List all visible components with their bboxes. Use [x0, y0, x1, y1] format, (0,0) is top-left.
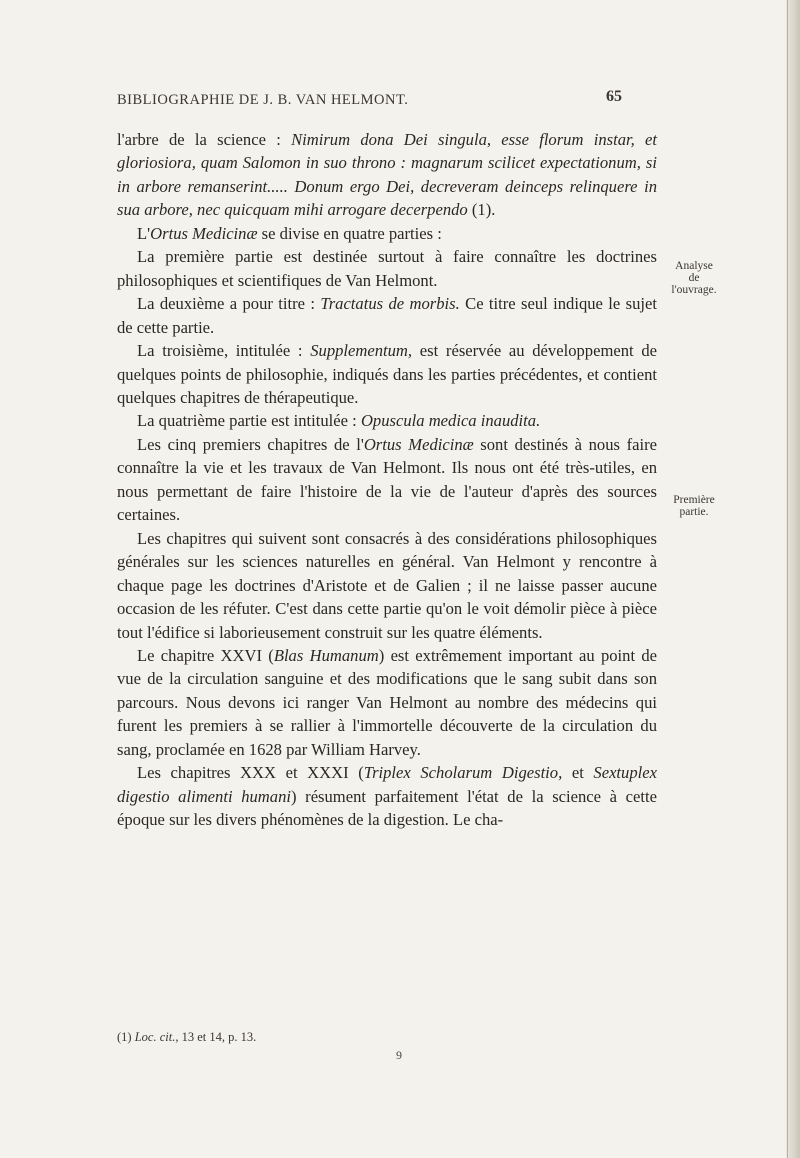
paragraph-5: La troisième, intitulée : Supplementum, est réservée au développement de quelques points de philosophie, indiqués dans les parties précédentes, et contient quelques chapitres de thérapeutique.	[117, 341, 657, 407]
paragraph-1: l'arbre de la science : Nimirum dona Dei singula, esse florum instar, et gloriosiora, quam Salomon in suo throno : magnarum scilicet expectationum, si in arbore remanserint..... Donum ergo Dei, decreveram deinceps relinquere in sua arbore, nec quicquam mihi arrogare decerpendo (1).	[117, 130, 658, 220]
paragraph-7: Les cinq premiers chapitres de l'Ortus Medicinæ sont destinés à nous faire connaître la vie et les travaux de Van Helmont. Ils nous ont été très-utiles, en nous permettant de faire l'histoire de la vie de l'auteur d'après des sources certaines.	[117, 434, 657, 525]
paragraph-10: Les chapitres XXX et XXXI (Triplex Scholarum Digestio, et Sextuplex digestio alimenti humani) résument parfaitement l'état de la science à cette époque sur les divers phénomènes de la digestion. Le cha-	[117, 763, 658, 830]
paragraph-4: La deuxième a pour titre : Tractatus de morbis. Ce titre seul indique le sujet de cette partie.	[117, 294, 657, 337]
page-fold-line	[787, 0, 788, 1158]
paragraph-6: La quatrième partie est intitulée : Opuscula medica inaudita.	[137, 411, 541, 431]
page-number: 65	[606, 88, 622, 105]
margin-note-analyse: Analyse de l'ouvrage.	[671, 260, 717, 296]
paragraph-9: Le chapitre XXVI (Blas Humanum) est extrêmement important au point de vue de la circulation sanguine et des modifications que le sang subit dans son parcours. Nous devons ici ranger Van Helmont au nombre des médecins qui furent les premiers à se rallier à l'immortelle découverte de la circulation du sang, proclamée en 1628 par William Harvey.	[117, 645, 658, 759]
margin-note-premiere-partie: Première partie.	[673, 494, 715, 518]
signature-mark: 9	[396, 1048, 402, 1062]
body-text	[117, 128, 657, 832]
paragraph-2: L'Ortus Medicinæ se divise en quatre parties :	[137, 223, 442, 243]
page-edge	[786, 0, 800, 1158]
paragraph-8: Les chapitres qui suivent sont consacrés à des considérations philosophiques générales sur les sciences naturelles en général. Van Helmont y rencontre à chaque page les doctrines d'Aristote et de Galien ; il ne laisse passer aucune occasion de les réfuter. C'est dans cette partie qu'on le voit démolir pièce à pièce tout l'édifice si laborieusement construit sur les quatre éléments.	[117, 528, 657, 642]
footnote: (1) Loc. cit., 13 et 14, p. 13.	[117, 1030, 257, 1044]
paragraph-3: La première partie est destinée surtout à faire connaître les doctrines philosophiques et scientifiques de Van Helmont.	[117, 247, 657, 290]
running-title: BIBLIOGRAPHIE DE J. B. VAN HELMONT.	[117, 92, 409, 108]
